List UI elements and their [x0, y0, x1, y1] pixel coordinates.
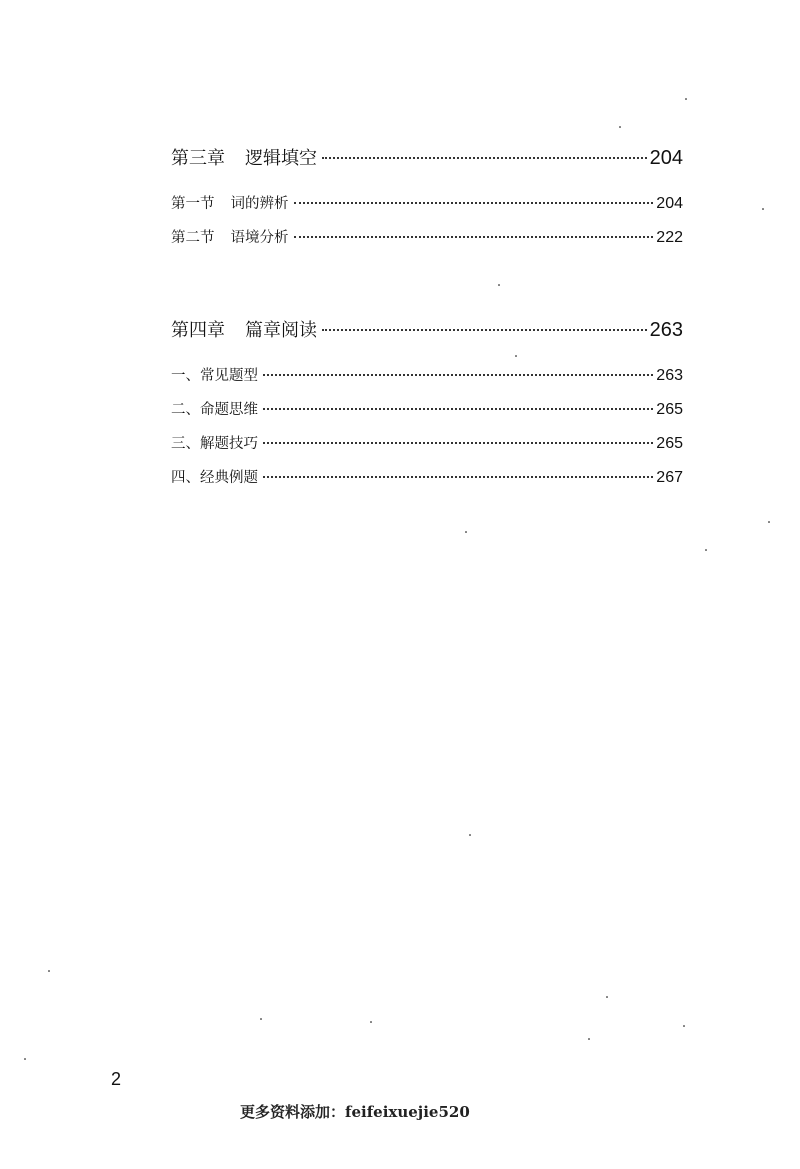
scan-speck	[260, 1018, 262, 1020]
item-title: 经典例题	[200, 470, 258, 486]
toc-item-2[interactable]	[171, 398, 683, 419]
section-page-number: 204	[656, 195, 683, 212]
scan-speck	[48, 970, 50, 972]
section-title: 词的辨析	[230, 196, 289, 212]
item-page-number: 263	[656, 367, 683, 384]
chapter-title: 篇章阅读	[245, 320, 317, 341]
item-number: 三、	[171, 436, 200, 452]
chapter-page-number: 263	[649, 319, 683, 341]
section-page-number: 222	[656, 229, 683, 246]
item-page-number: 265	[656, 401, 683, 418]
toc-chapter-4[interactable]	[171, 316, 683, 342]
scan-speck	[768, 521, 770, 523]
item-title: 常见题型	[200, 368, 258, 384]
item-title: 命题思维	[200, 402, 258, 418]
toc-item-3[interactable]	[171, 432, 683, 453]
scan-speck	[515, 355, 517, 357]
scan-speck	[685, 98, 687, 100]
scan-speck	[683, 1025, 685, 1027]
section-number: 第二节	[171, 230, 215, 246]
footer-watermark-text: 更多资料添加：feifeixuejie520	[240, 1103, 470, 1121]
chapter-page-number: 204	[649, 147, 683, 169]
page-number: 2	[111, 1069, 122, 1089]
item-page-number: 265	[656, 435, 683, 452]
scan-speck	[465, 531, 467, 533]
toc-section-1[interactable]	[171, 192, 683, 213]
scan-speck	[762, 208, 764, 210]
item-number: 二、	[171, 402, 200, 418]
chapter-number: 第四章	[171, 320, 225, 341]
dot-leader	[263, 476, 653, 478]
dot-leader	[294, 202, 654, 204]
scan-speck	[469, 834, 471, 836]
chapter-number: 第三章	[171, 148, 225, 169]
chapter-title: 逻辑填空	[245, 148, 317, 169]
section-number: 第一节	[171, 196, 215, 212]
scan-speck	[24, 1058, 26, 1060]
scan-speck	[370, 1021, 372, 1023]
section-title: 语境分析	[230, 230, 289, 246]
dot-leader	[263, 374, 653, 376]
dot-leader	[263, 408, 653, 410]
toc-section-2[interactable]	[171, 226, 683, 247]
toc-chapter-3[interactable]	[171, 144, 683, 170]
item-page-number: 267	[656, 469, 683, 486]
item-title: 解题技巧	[200, 436, 258, 452]
item-number: 四、	[171, 470, 200, 486]
dot-leader	[294, 236, 654, 238]
dot-leader	[322, 329, 647, 331]
toc-item-1[interactable]	[171, 364, 683, 385]
toc-item-4[interactable]	[171, 466, 683, 487]
dot-leader	[263, 442, 653, 444]
scan-speck	[588, 1038, 590, 1040]
scan-speck	[606, 996, 608, 998]
item-number: 一、	[171, 368, 200, 384]
scan-speck	[619, 126, 621, 128]
scan-speck	[498, 284, 500, 286]
dot-leader	[322, 157, 647, 159]
scan-speck	[705, 549, 707, 551]
